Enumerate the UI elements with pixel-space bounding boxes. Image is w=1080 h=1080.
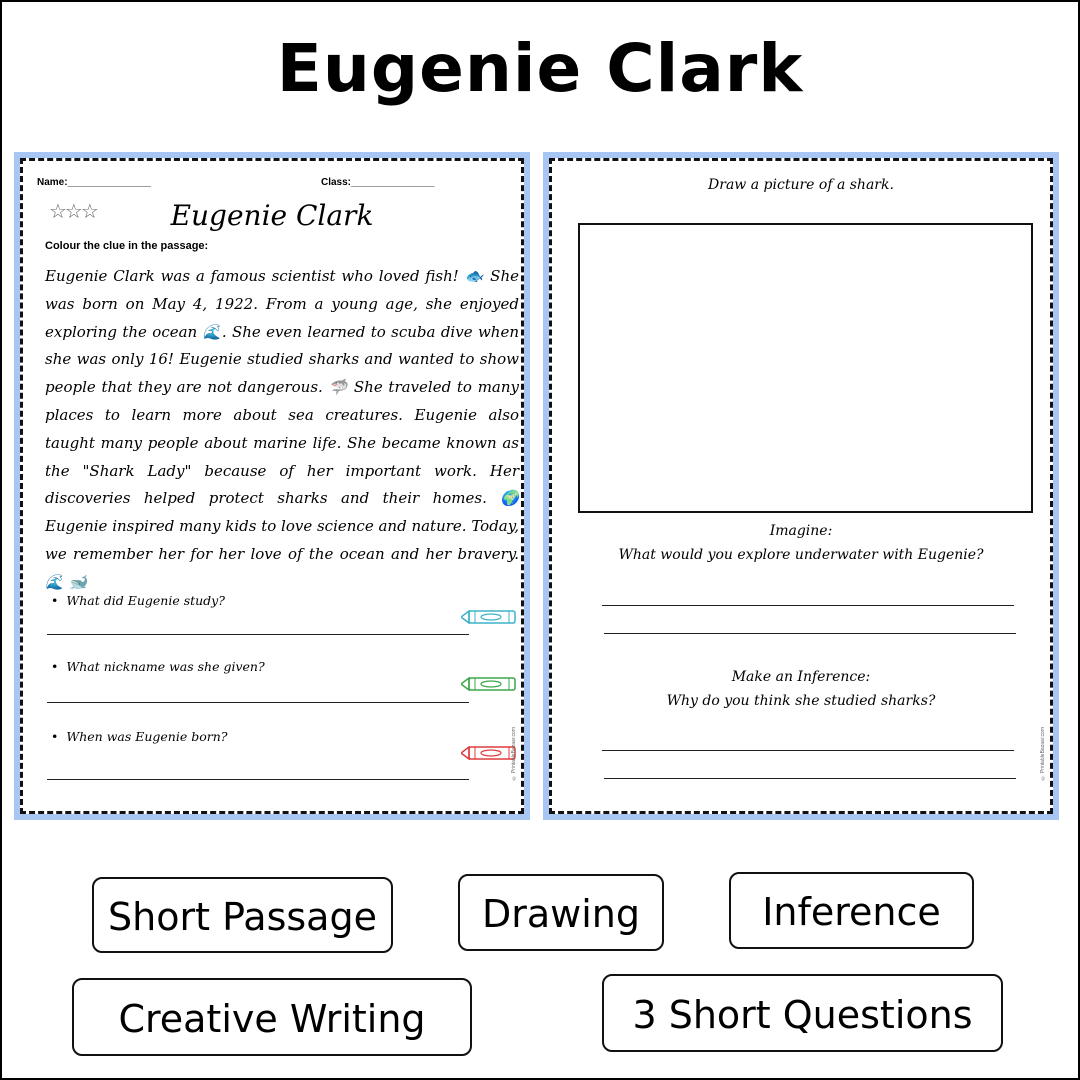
answer-line <box>604 633 1016 634</box>
page-title: Eugenie Clark <box>276 30 804 107</box>
answer-line <box>47 779 469 780</box>
inference-label: Make an Inference: <box>731 669 871 685</box>
star-rating-icon: ☆☆☆ <box>49 199 97 223</box>
instruction-text: Colour the clue in the passage: <box>45 240 209 252</box>
worksheet-page <box>549 158 1053 814</box>
question-3: • When was Eugenie born? <box>51 729 228 744</box>
tag-short-passage: Short Passage <box>92 877 393 953</box>
tag-creative-writing: Creative Writing <box>72 978 472 1056</box>
name-field-label: Name:_______________ <box>37 177 151 188</box>
watermark-text: © PrintableBazaar.com <box>1040 727 1046 781</box>
question-2: • What nickname was she given? <box>51 659 265 674</box>
imagine-label: Imagine: <box>769 523 833 539</box>
answer-line <box>604 778 1016 779</box>
class-field-label: Class:_______________ <box>321 177 435 188</box>
drawing-worksheet-preview <box>543 152 1059 820</box>
tag-inference: Inference <box>729 872 974 949</box>
imagine-question: What would you explore underwater with Eugenie? <box>618 547 984 563</box>
reading-worksheet-preview <box>14 152 530 820</box>
crayon-icon <box>461 746 517 760</box>
question-text: What did Eugenie study? <box>66 593 225 608</box>
watermark-text: © PrintableBazaar.com <box>511 727 517 781</box>
crayon-icon <box>461 610 517 624</box>
question-1: • What did Eugenie study? <box>51 593 225 608</box>
crayon-icon <box>461 677 517 691</box>
reading-passage: Eugenie Clark was a famous scientist who loved fish! 🐟 She was born on May 4, 1922. From a young age, she enjoyed exploring the ocean 🌊. She even learned to scuba dive when she was only 16! Eugenie studied sharks and wanted to show people that they are not dangerous. 🦈 She traveled to many places to learn more about sea creatures. Eugenie also taught many people about marine life. She became known as the "Shark Lady" because of her important work. Her discoveries helped protect sharks and their homes. 🌍 Eugenie inspired many kids to love science and nature. Today, we remember her for her love of the ocean and her bravery. 🌊 🐋 <box>45 267 519 591</box>
drawing-prompt: Draw a picture of a shark. <box>708 177 894 193</box>
answer-line <box>47 634 469 635</box>
answer-line <box>47 702 469 703</box>
worksheet-title: Eugenie Clark <box>170 199 374 232</box>
question-text: When was Eugenie born? <box>66 729 228 744</box>
drawing-box <box>578 223 1033 513</box>
inference-question: Why do you think she studied sharks? <box>666 693 936 709</box>
worksheet-page <box>20 158 524 814</box>
answer-line <box>602 605 1014 606</box>
tag-drawing: Drawing <box>458 874 664 951</box>
question-text: What nickname was she given? <box>66 659 265 674</box>
tag-short-questions: 3 Short Questions <box>602 974 1003 1052</box>
answer-line <box>602 750 1014 751</box>
